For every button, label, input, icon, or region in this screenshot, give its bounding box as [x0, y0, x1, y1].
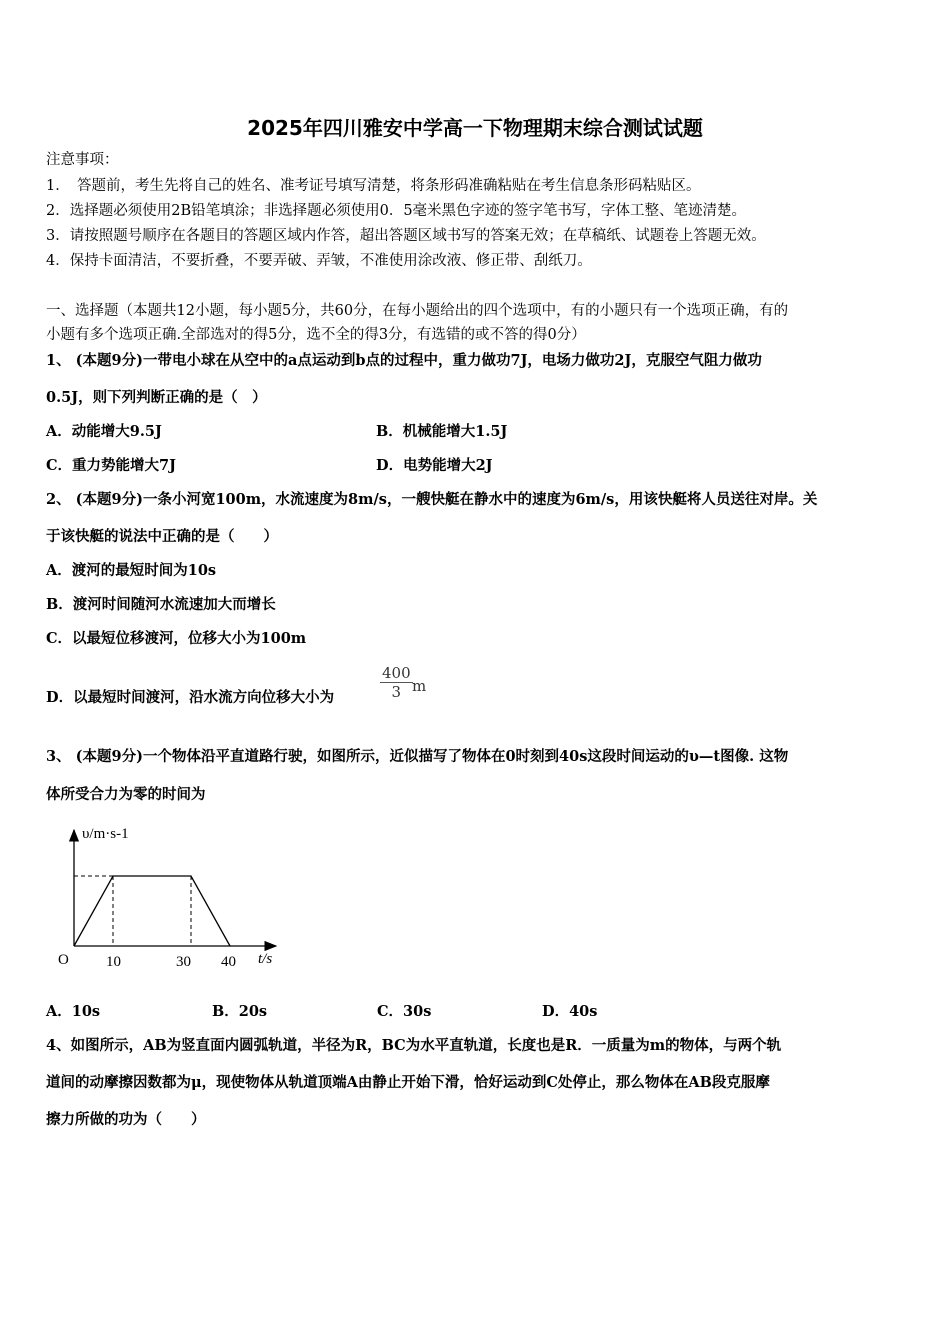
- q3-option-d: D．40s: [542, 1003, 598, 1020]
- q4-text: 道间的动摩擦因数都为μ，现使物体从轨道顶端A由静止开始下滑，恰好运动到C处停止，那么物体在AB段克服摩: [46, 1074, 770, 1091]
- page-title: 2025年四川雅安中学高一下物理期末综合测试试题: [247, 116, 703, 140]
- q3-text: 体所受合力为零的时间为: [46, 786, 206, 803]
- vt-line: [74, 876, 230, 946]
- y-axis-label: υ/m·s-1: [82, 826, 129, 842]
- q2-text: 于该快艇的说法中正确的是（ ）: [46, 528, 278, 545]
- x-tick-label: 10: [106, 954, 121, 970]
- q2-option-a: A．渡河的最短时间为10s: [46, 562, 217, 579]
- vt-series: [74, 876, 230, 946]
- notice-item: 1． 答题前，考生先将自己的姓名、准考证号填写清楚，将条形码准确粘贴在考生信息条形码粘贴区。: [46, 178, 701, 194]
- q3-option-b: B．20s: [212, 1003, 268, 1020]
- section-heading: 小题有多个选项正确.全部选对的得5分，选不全的得3分，有选错的或不答的得0分）: [46, 327, 586, 343]
- q2-text: 2、 (本题9分)一条小河宽100m，水流速度为8m/s，一艘快艇在静水中的速度为6m/s，用该快艇将人员送往对岸。关: [46, 491, 818, 508]
- q1-option-d: D．电势能增大2J: [376, 457, 493, 474]
- fraction: [380, 664, 413, 701]
- notice-item: 4．保持卡面清洁，不要折叠，不要弄破、弄皱，不准使用涂改液、修正带、刮纸刀。: [46, 253, 592, 269]
- q1-text: 1、 (本题9分)一带电小球在从空中的a点运动到b点的过程中，重力做功7J，电场力做功2J，克服空气阻力做功: [46, 352, 762, 369]
- q2-option-c: C．以最短位移渡河，位移大小为100m: [46, 630, 307, 647]
- notice-item: 3．请按照题号顺序在各题目的答题区域内作答，超出答题区域书写的答案无效；在草稿纸、试题卷上答题无效。: [46, 228, 766, 244]
- fraction-unit: m: [412, 677, 427, 695]
- q3-option-a: A．10s: [46, 1003, 101, 1020]
- notice-item: 2．选择题必须使用2B铅笔填涂；非选择题必须使用0．5毫米黑色字迹的签字笔书写，字体工整、笔迹清楚。: [46, 203, 747, 219]
- x-axis-label: t/s: [258, 951, 273, 967]
- q1-option-c: C．重力势能增大7J: [46, 457, 176, 474]
- q3-option-c: C．30s: [377, 1003, 432, 1020]
- fraction-denominator: 3: [391, 683, 402, 701]
- origin-label: O: [58, 952, 69, 968]
- vt-graph: [40, 820, 300, 980]
- q1-option-b: B．机械能增大1.5J: [376, 423, 508, 440]
- section-heading: 一、选择题（本题共12小题，每小题5分，共60分，在每小题给出的四个选项中，有的小题只有一个选项正确，有的: [46, 303, 789, 319]
- q4-text: 擦力所做的功为（ ）: [46, 1111, 206, 1128]
- notice-heading: 注意事项：: [46, 152, 119, 168]
- fraction-numerator: 400: [382, 664, 411, 682]
- x-tick-label: 30: [176, 954, 191, 970]
- q4-text: 4、如图所示，AB为竖直面内圆弧轨道，半径为R，BC为水平直轨道，长度也是R．一质量为m的物体，与两个轨: [46, 1037, 782, 1054]
- q2-option-b: B．渡河时间随河水流速加大而增长: [46, 596, 276, 613]
- q1-option-a: A．动能增大9.5J: [46, 423, 162, 440]
- x-tick-label: 40: [221, 954, 236, 970]
- q1-text: 0.5J，则下列判断正确的是（ ）: [46, 389, 267, 406]
- q2-option-d: D．以最短时间渡河，沿水流方向位移大小为: [46, 689, 335, 706]
- q3-text: 3、 (本题9分)一个物体沿平直道路行驶，如图所示，近似描写了物体在0时刻到40s这段时间运动的υ—t图像. 这物: [46, 748, 789, 765]
